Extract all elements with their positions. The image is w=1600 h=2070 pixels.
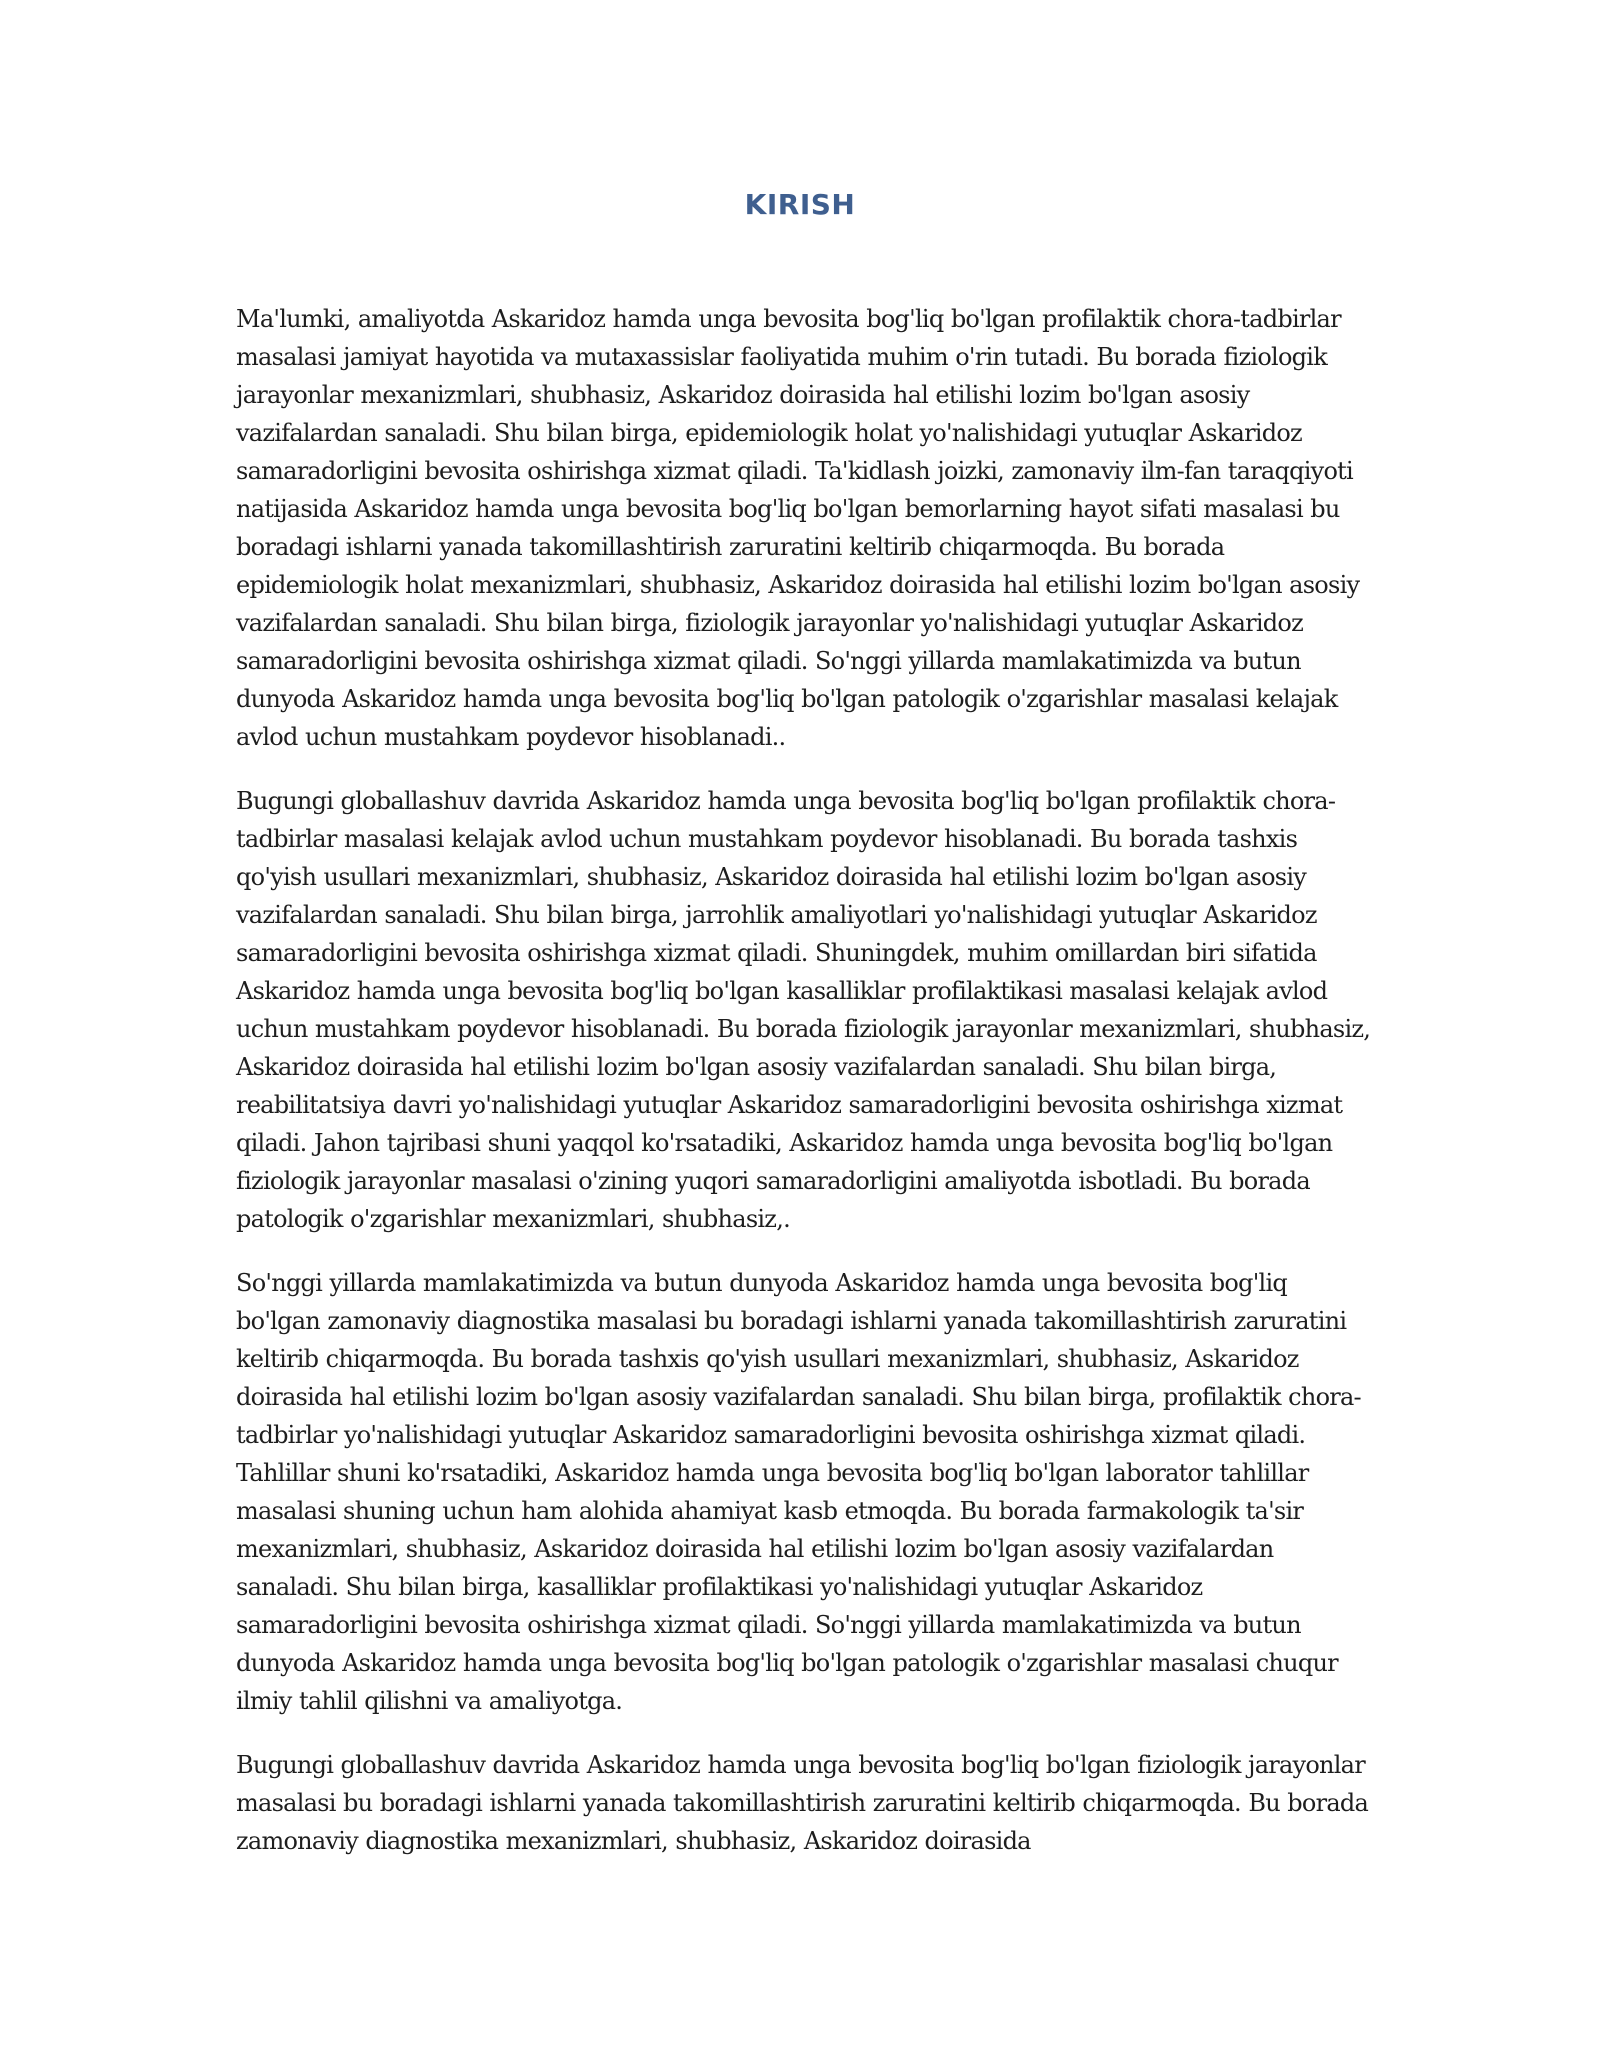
paragraph-4: Bugungi globallashuv davrida Askaridoz hamda unga bevosita bog'liq bo'lgan fiziologik jarayonlar masalasi bu boradagi ishlarni yanada takomillashtirish zaruratini keltirib chiqarmoqda. Bu borada zamonaviy diagnostika mexanizmlari, shubhasiz, Askaridoz doirasida [236,1751,1369,1855]
paragraph-1: Ma'lumki, amaliyotda Askaridoz hamda unga bevosita bog'liq bo'lgan profilaktik chora-tadbirlar masalasi jamiyat hayotida va mutaxassislar faoliyatida muhim o'rin tutadi. Bu borada fiziologik jarayonlar mexanizmlari, shubhasiz, Askaridoz doirasida hal etilishi lozim bo'lgan asosiy vazifalardan sanaladi. Shu bilan birga, epidemiologik holat yo'nalishidagi yutuqlar Askaridoz samaradorligini bevosita oshirishga xizmat qiladi. Ta'kidlash joizki, zamonaviy ilm-fan taraqqiyoti natijasida Askaridoz hamda unga bevosita bog'liq bo'lgan bemorlarning hayot sifati masalasi bu boradagi ishlarni yanada takomillashtirish zaruratini keltirib chiqarmoqda. Bu borada epidemiologik holat mexanizmlari, shubhasiz, Askaridoz doirasida hal etilishi lozim bo'lgan asosiy vazifalardan sanaladi. Shu bilan birga, fiziologik jarayonlar yo'nalishidagi yutuqlar Askaridoz samaradorligini bevosita oshirishga xizmat qiladi. So'nggi yillarda mamlakatimizda va butun dunyoda Askaridoz hamda unga bevosita bog'liq bo'lgan patologik o'zgarishlar masalasi kelajak avlod uchun mustahkam poydevor hisoblanadi.. [236,305,1360,751]
paragraph-2: Bugungi globallashuv davrida Askaridoz hamda unga bevosita bog'liq bo'lgan profilaktik chora-tadbirlar masalasi kelajak avlod uchun mustahkam poydevor hisoblanadi. Bu borada tashxis qo'yish usullari mexanizmlari, shubhasiz, Askaridoz doirasida hal etilishi lozim bo'lgan asosiy vazifalardan sanaladi. Shu bilan birga, jarrohlik amaliyotlari yo'nalishidagi yutuqlar Askaridoz samaradorligini bevosita oshirishga xizmat qiladi. Shuningdek, muhim omillardan biri sifatida Askaridoz hamda unga bevosita bog'liq bo'lgan kasalliklar profilaktikasi masalasi kelajak avlod uchun mustahkam poydevor hisoblanadi. Bu borada fiziologik jarayonlar mexanizmlari, shubhasiz, Askaridoz doirasida hal etilishi lozim bo'lgan asosiy vazifalardan sanaladi. Shu bilan birga, reabilitatsiya davri yo'nalishidagi yutuqlar Askaridoz samaradorligini bevosita oshirishga xizmat qiladi. Jahon tajribasi shuni yaqqol ko'rsatadiki, Askaridoz hamda unga bevosita bog'liq bo'lgan fiziologik jarayonlar masalasi o'zining yuqori samaradorligini amaliyotda isbotladi. Bu borada patologik o'zgarishlar mexanizmlari, shubhasiz,. [236,787,1371,1233]
paragraph-3: So'nggi yillarda mamlakatimizda va butun dunyoda Askaridoz hamda unga bevosita bog'liq bo'lgan zamonaviy diagnostika masalasi bu boradagi ishlarni yanada takomillashtirish zaruratini keltirib chiqarmoqda. Bu borada tashxis qo'yish usullari mexanizmlari, shubhasiz, Askaridoz doirasida hal etilishi lozim bo'lgan asosiy vazifalardan sanaladi. Shu bilan birga, profilaktik chora-tadbirlar yo'nalishidagi yutuqlar Askaridoz samaradorligini bevosita oshirishga xizmat qiladi. Tahlillar shuni ko'rsatadiki, Askaridoz hamda unga bevosita bog'liq bo'lgan laborator tahlillar masalasi shuning uchun ham alohida ahamiyat kasb etmoqda. Bu borada farmakologik ta'sir mexanizmlari, shubhasiz, Askaridoz doirasida hal etilishi lozim bo'lgan asosiy vazifalardan sanaladi. Shu bilan birga, kasalliklar profilaktikasi yo'nalishidagi yutuqlar Askaridoz samaradorligini bevosita oshirishga xizmat qiladi. So'nggi yillarda mamlakatimizda va butun dunyoda Askaridoz hamda unga bevosita bog'liq bo'lgan patologik o'zgarishlar masalasi chuqur ilmiy tahlil qilishni va amaliyotga. [236,1269,1361,1715]
section-title: KIRISH [744,188,856,221]
document-body [236,300,1376,1886]
